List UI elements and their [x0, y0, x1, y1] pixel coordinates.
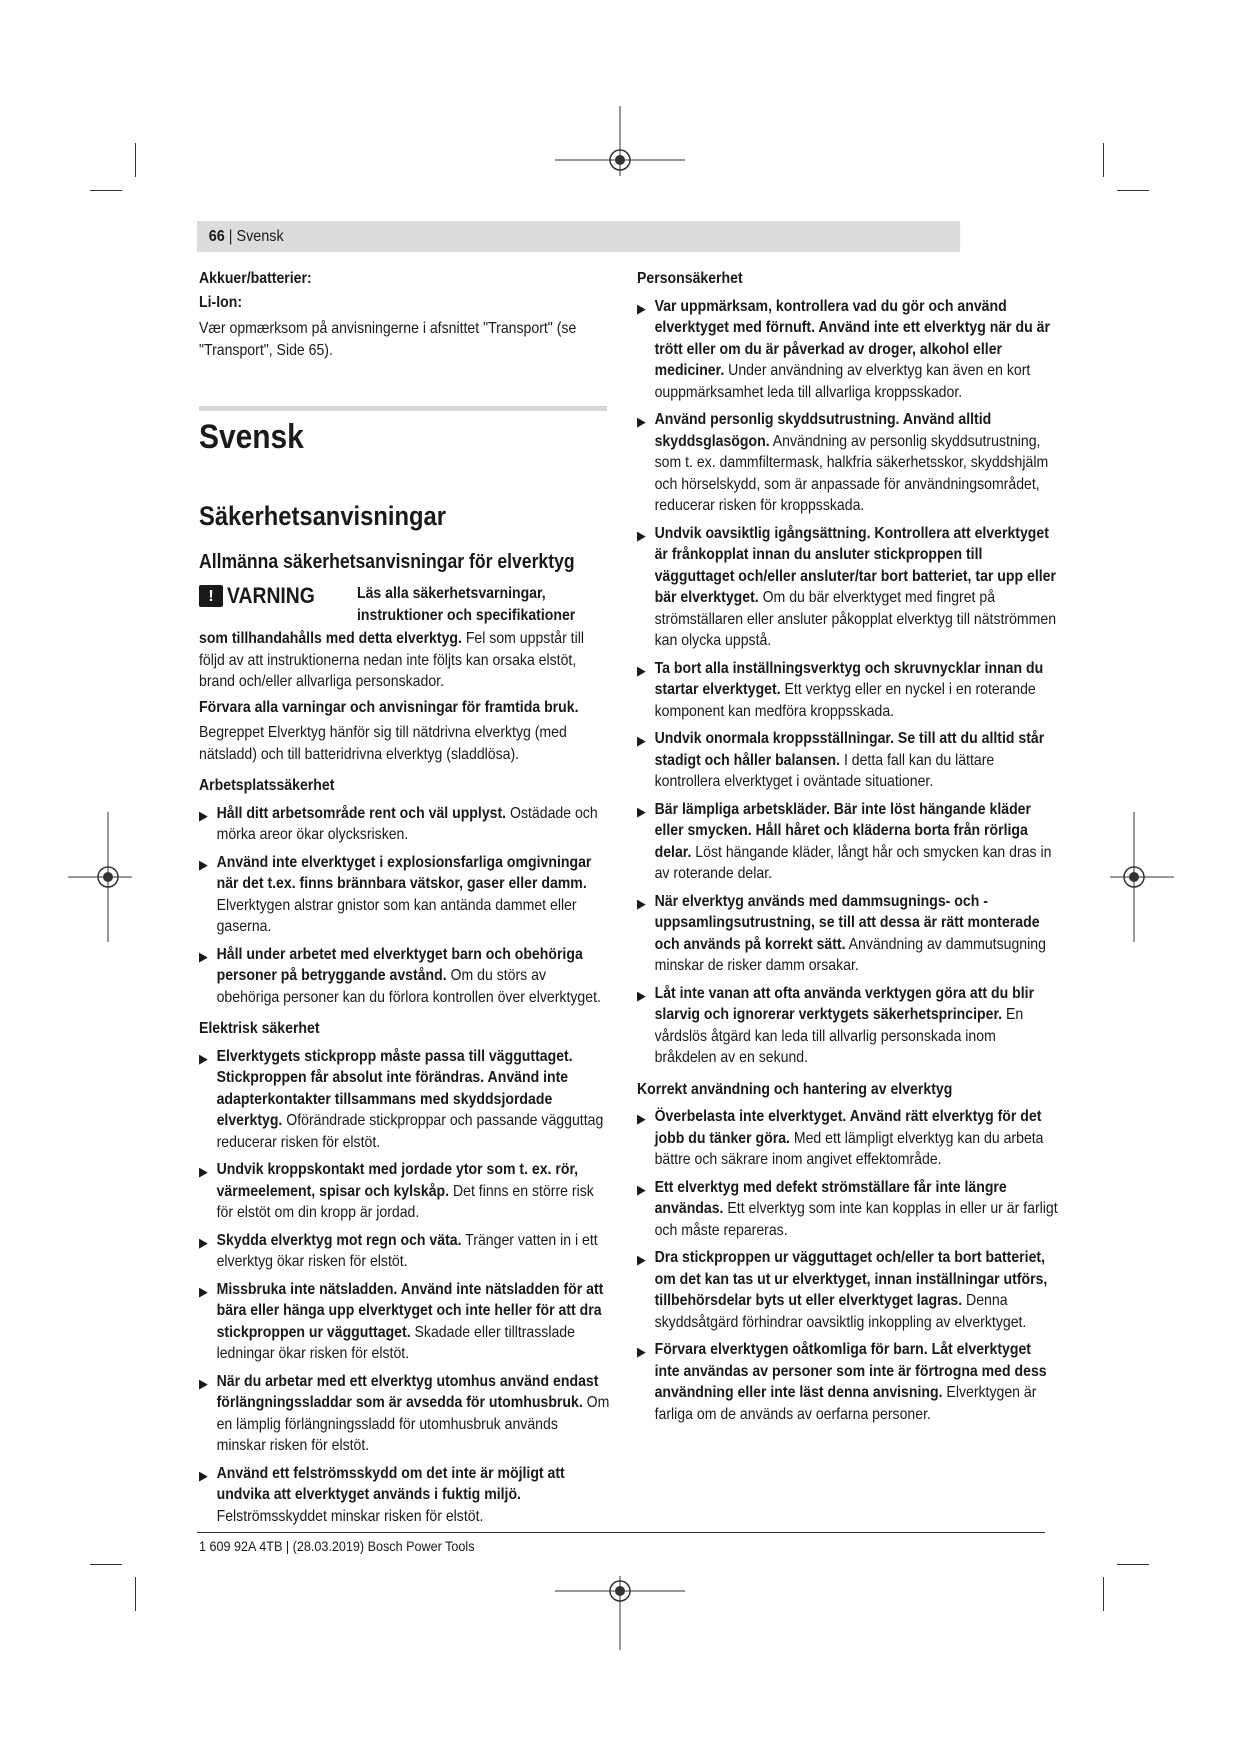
- personal-heading: Personsäkerhet: [637, 270, 743, 287]
- warning-triangle-icon: !: [199, 585, 223, 607]
- list-item: [637, 1247, 1058, 1333]
- bullet-arrow-icon: ▶: [199, 856, 208, 872]
- item-text: Ett verktyg eller en nyckel i en roterande komponent kan medföra kroppsskada.: [654, 681, 1036, 720]
- bullet-arrow-icon: ▶: [637, 987, 646, 1003]
- right-column: [637, 268, 1057, 1425]
- list-item: [199, 944, 610, 1009]
- bullet-arrow-icon: ▶: [637, 662, 646, 678]
- list-item: [637, 983, 1058, 1069]
- item-bold-text: Elverktygets stickpropp måste passa till vägguttaget. Stickproppen får absolut inte förändras. Använd inte adapterkontakter tillsammans med skyddsjordade elverktyg.: [216, 1047, 573, 1129]
- item-bold-text: Undvik kroppskontakt med jordade ytor som t. ex. rör, värmeelement, spisar och kylskåp.: [216, 1161, 579, 1200]
- item-text: Om du bär elverktyget med fingret på strömställaren eller ansluter påkopplat elverktyg till nätströmmen kan olycka uppstå.: [654, 589, 1057, 649]
- bullet-arrow-icon: ▶: [199, 1467, 208, 1483]
- list-item: [637, 523, 1058, 652]
- bullet-arrow-icon: ▶: [199, 1283, 208, 1299]
- section-divider: [199, 406, 607, 411]
- item-text: Oförändrade stickproppar och passande vägguttag reducerar risken för elstöt.: [216, 1112, 604, 1151]
- item-bold-text: Var uppmärksam, kontrollera vad du gör och använd elverktyget med förnuft. Använd inte ett elverktyg när du är trött eller om du är påverkad av droger, alkohol eller mediciner.: [654, 297, 1050, 379]
- bullet-arrow-icon: ▶: [637, 1181, 646, 1197]
- page-footer: 1 609 92A 4TB | (28.03.2019) Bosch Power Tools: [199, 1538, 475, 1554]
- list-item: [637, 409, 1058, 517]
- bullet-arrow-icon: ▶: [199, 948, 208, 964]
- crop-mark: [90, 1564, 122, 1565]
- left-column-top: [199, 268, 609, 361]
- registration-mark-icon: [1110, 812, 1174, 942]
- list-item: [199, 1463, 610, 1528]
- usage-heading: Korrekt användning och hantering av elverktyg: [637, 1080, 953, 1098]
- bullet-arrow-icon: ▶: [637, 1111, 646, 1126]
- list-item: [199, 852, 610, 938]
- list-item: [637, 799, 1058, 885]
- item-bold-text: Håll under arbetet med elverktyget barn och obehöriga personer på betryggande avstånd.: [216, 945, 583, 984]
- usage-list: [637, 1106, 1058, 1425]
- item-text: Löst hängande kläder, långt hår och smycken kan dras in av roterande delar.: [654, 843, 1052, 882]
- item-text: Tränger vatten in i ett elverktyg ökar risken för elstöt.: [216, 1231, 598, 1270]
- bullet-arrow-icon: ▶: [637, 803, 646, 819]
- item-text: Felströmsskyddet minskar risken för elstöt.: [216, 1507, 484, 1525]
- item-text: I detta fall kan du lättare kontrollera elverktyget i oväntade situationer.: [654, 751, 995, 790]
- header-section: Svensk: [236, 228, 284, 245]
- registration-mark-icon: [555, 1576, 685, 1650]
- list-item: [199, 803, 610, 846]
- akku-heading: Akkuer/batterier:: [199, 270, 312, 287]
- item-bold-text: Skydda elverktyg mot regn och väta.: [216, 1231, 462, 1249]
- keep-instructions: Förvara alla varningar och anvisningar för framtida bruk.: [199, 698, 579, 716]
- item-bold-text: När du arbetar med ett elverktyg utomhus använd endast förlängningssladdar som är avsedda för utomhusbruk.: [216, 1372, 599, 1411]
- item-text: Användning av dammutsugning minskar de risker damm orsakar.: [654, 935, 1046, 974]
- item-bold-text: Överbelasta inte elverktyget. Använd rätt elverktyg för det jobb du tänker göra.: [654, 1108, 1042, 1147]
- crop-mark: [1103, 1577, 1104, 1611]
- list-item: [199, 1230, 610, 1273]
- list-item: [637, 296, 1058, 404]
- list-item: [199, 1279, 610, 1365]
- liion-heading: Li-Ion:: [199, 293, 243, 311]
- warning-lead: Läs alla säkerhetsvarningar, instruktioner och specifikationer: [357, 585, 576, 624]
- item-bold-text: Använd ett felströmsskydd om det inte är möjligt att undvika att elverktyget används i fuktig miljö.: [216, 1464, 565, 1503]
- general-safety-title: Allmänna säkerhetsanvisningar för elverktyg: [199, 551, 575, 573]
- item-bold-text: Undvik oavsiktlig igångsättning. Kontrollera att elverktyget är frånkopplat innan du ansluter stickproppen till vägguttaget och/eller ansluter/tar bort batteriet, tar upp eller bär elverktyget.: [654, 524, 1056, 606]
- bullet-arrow-icon: ▶: [637, 414, 646, 429]
- item-text: Om en lämplig förlängningssladd för utomhusbruk används minskar risken för elstöt.: [216, 1394, 610, 1454]
- bullet-arrow-icon: ▶: [637, 1252, 646, 1267]
- item-bold-text: Förvara elverktygen oåtkomliga för barn. Låt elverktyget inte användas av personer som inte är förtrogna med dess användning eller inte läst denna anvisning.: [654, 1341, 1047, 1401]
- list-item: [199, 1046, 610, 1154]
- item-text: Användning av personlig skyddsutrustning, som t. ex. dammfiltermask, halkfria säkerhetsskor, skyddshjälm och hörselskydd, som är anpassade för användningsområdet, reducerar risken för kroppsskada.: [654, 432, 1049, 514]
- item-bold-text: Ta bort alla inställningsverktyg och skruvnycklar innan du startar elverktyget.: [654, 659, 1044, 698]
- registration-mark-icon: [68, 812, 132, 942]
- list-item: [637, 1177, 1058, 1242]
- crop-mark: [90, 190, 122, 191]
- warning-block: [199, 583, 609, 1527]
- liion-text: Vær opmærksom på anvisningerne i afsnittet "Transport" (se "Transport", Side 65).: [199, 320, 577, 359]
- item-bold-text: Missbruka inte nätsladden. Använd inte nätsladden för att bära eller hänga upp elverktyget och inte heller för att dra stickproppen ur vägguttaget.: [216, 1280, 604, 1341]
- item-text: Det finns en större risk för elstöt om din kropp är jordad.: [216, 1182, 594, 1221]
- work-area-list: [199, 803, 610, 1009]
- item-bold-text: Ett elverktyg med defekt strömställare får inte längre användas.: [654, 1178, 1007, 1217]
- safety-title: Säkerhetsanvisningar: [199, 501, 446, 531]
- list-item: [637, 728, 1058, 793]
- list-item: [199, 1159, 610, 1224]
- item-bold-text: När elverktyg används med dammsugnings- och -uppsamlingsutrustning, se till att dessa är rätt monterade och används på korrekt sätt.: [654, 892, 1040, 953]
- footer-rule: [197, 1532, 1045, 1533]
- work-area-heading: Arbetsplatssäkerhet: [199, 777, 335, 794]
- power-tool-term: Begreppet Elverktyg hänför sig till nätdrivna elverktyg (med nätsladd) och till batteridrivna elverktyg (sladdlösa).: [199, 724, 567, 763]
- bullet-arrow-icon: ▶: [637, 527, 646, 543]
- page-header: 66 | Svensk: [197, 221, 960, 252]
- item-bold-text: Dra stickproppen ur vägguttaget och/eller ta bort batteriet, om det kan tas ut ur elverktyget, innan inställningar utförs, tillbehörsdelar byts ut eller elverktyget lagras.: [654, 1249, 1048, 1309]
- warning-continuation: som tillhandahålls med detta elverktyg. Fel som uppstår till följd av att instruktionerna nedan inte följts kan orsaka elstöt, brand och/eller allvarliga personskador.: [199, 630, 584, 690]
- bullet-arrow-icon: ▶: [637, 300, 646, 316]
- item-text: Ett elverktyg som inte kan kopplas in eller ur är farligt och måste repareras.: [654, 1200, 1058, 1239]
- item-bold-text: Håll ditt arbetsområde rent och väl upplyst.: [216, 804, 507, 822]
- crop-mark: [1117, 190, 1149, 191]
- crop-mark: [135, 143, 136, 177]
- language-title: Svensk: [199, 418, 304, 456]
- item-text: Denna skyddsåtgärd förhindrar oavsiktlig inkoppling av elverktyget.: [654, 1292, 1027, 1331]
- item-text: Skadade eller tilltrasslade ledningar ökar risken för elstöt.: [216, 1323, 575, 1362]
- bullet-arrow-icon: ▶: [199, 1234, 208, 1250]
- list-item: [637, 658, 1058, 723]
- item-text: Om du störs av obehöriga personer kan du förlora kontrollen över elverktyget.: [216, 967, 601, 1006]
- bullet-arrow-icon: ▶: [199, 807, 208, 823]
- item-bold-text: Använd inte elverktyget i explosionsfarliga omgivningar när det t.ex. finns brännbara vätskor, gaser eller damm.: [216, 853, 592, 892]
- item-text: Ostädade och mörka areor ökar olycksrisken.: [216, 804, 598, 843]
- item-bold-text: Bär lämpliga arbetskläder. Bär inte löst hängande kläder eller smycken. Håll håret och kläderna borta från rörliga delar.: [654, 800, 1031, 861]
- bullet-arrow-icon: ▶: [199, 1164, 208, 1179]
- bullet-arrow-icon: ▶: [637, 733, 646, 748]
- electrical-heading: Elektrisk säkerhet: [199, 1020, 320, 1037]
- item-bold-text: Låt inte vanan att ofta använda verktygen göra att du blir slarvig och ignorerar verktygets säkerhetsprinciper.: [654, 984, 1035, 1023]
- bullet-arrow-icon: ▶: [637, 1344, 646, 1359]
- electrical-list: [199, 1046, 610, 1528]
- list-item: [637, 1106, 1058, 1171]
- page-number: 66: [208, 228, 225, 245]
- crop-mark: [135, 1577, 136, 1611]
- personal-list: [637, 296, 1058, 1069]
- list-item: [637, 1339, 1058, 1425]
- bullet-arrow-icon: ▶: [199, 1375, 208, 1391]
- item-text: Elverktygen alstrar gnistor som kan antända dammet eller gaserna.: [216, 896, 577, 935]
- list-item: [637, 891, 1058, 977]
- registration-mark-icon: [555, 106, 685, 176]
- item-text: En vårdslös åtgärd kan leda till allvarlig personskada inom bråkdelen av en sekund.: [654, 1006, 1024, 1066]
- bullet-arrow-icon: ▶: [199, 1050, 208, 1066]
- item-text: Elverktygen är farliga om de används av oerfarna personer.: [654, 1384, 1037, 1423]
- item-bold-text: Undvik onormala kroppsställningar. Se till att du alltid står stadigt och håller balansen.: [654, 730, 1045, 769]
- crop-mark: [1117, 1564, 1149, 1565]
- item-text: Med ett lämpligt elverktyg kan du arbeta bättre och säkrare inom angivet effektområde.: [654, 1129, 1044, 1168]
- list-item: [199, 1371, 610, 1457]
- warning-label: ! VARNING: [199, 583, 609, 609]
- item-bold-text: Använd personlig skyddsutrustning. Använd alltid skyddsglasögon.: [654, 411, 992, 450]
- item-text: Under användning av elverktyg kan även en kort ouppmärksamhet leda till allvarliga kroppsskador.: [654, 362, 1031, 401]
- bullet-arrow-icon: ▶: [637, 895, 646, 911]
- crop-mark: [1103, 143, 1104, 177]
